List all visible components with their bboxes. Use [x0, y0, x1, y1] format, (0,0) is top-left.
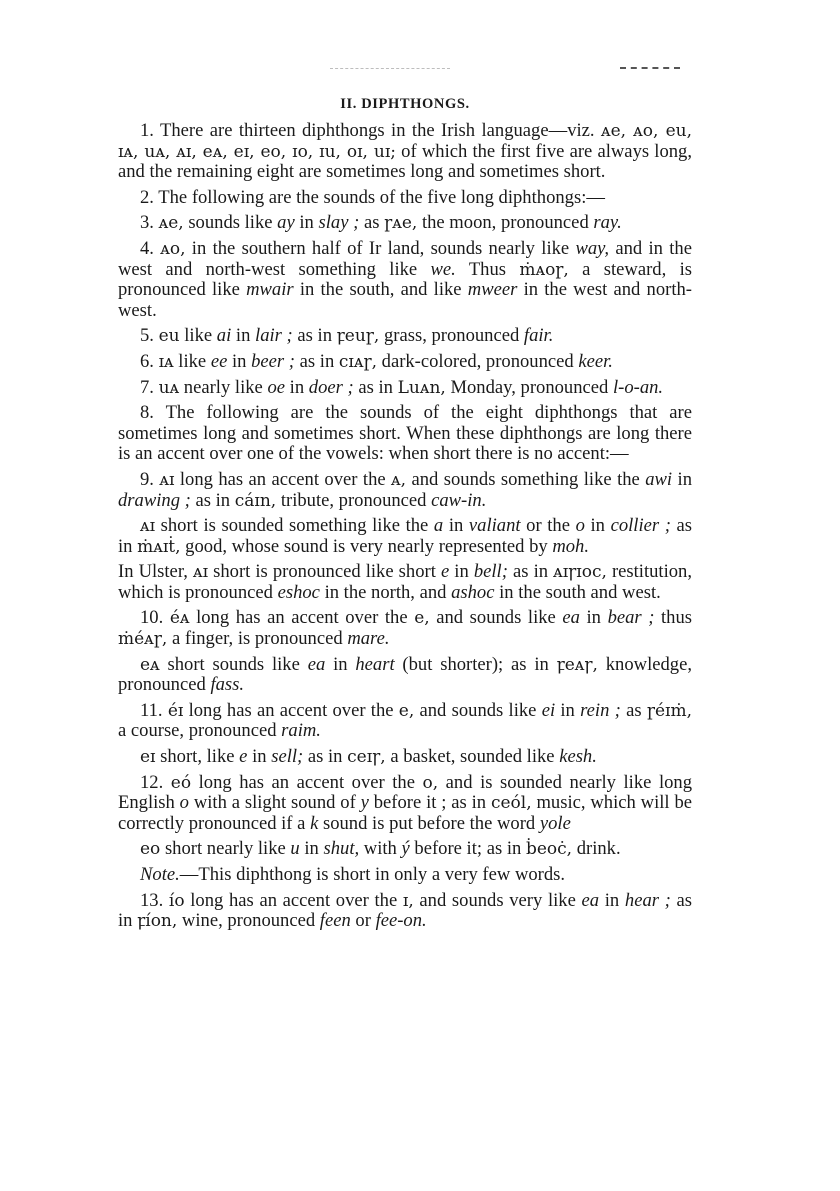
italic-text: ay	[277, 212, 295, 234]
italic-text: way,	[575, 237, 610, 259]
text-segment: short is sounded something like the	[155, 515, 434, 537]
text-segment: in	[231, 325, 256, 347]
text-segment: long has an accent over the	[189, 607, 415, 629]
text-segment: grass, pronounced	[379, 325, 524, 347]
italic-text: yole	[539, 812, 571, 834]
text-segment: Thus	[455, 258, 520, 280]
header-rule-center	[330, 68, 450, 69]
header-rule-right	[620, 67, 680, 69]
italic-text: keer.	[578, 350, 613, 372]
irish-text: ṁᴀoɼ,	[519, 259, 569, 280]
irish-text: ɼéɪṁ,	[646, 700, 692, 721]
text-segment: a basket, sounded like	[385, 746, 560, 768]
text-segment: 11.	[140, 699, 168, 721]
paragraph-4	[118, 239, 692, 321]
text-segment: as in	[118, 889, 693, 932]
text-segment: in the north, and	[319, 581, 452, 603]
text-segment: sound is put before the word	[318, 812, 540, 834]
italic-text: drawing ;	[118, 489, 191, 511]
text-segment: in the southern half of Ir land, sounds nearly like	[185, 237, 576, 259]
irish-text: ᴀ,	[391, 469, 407, 490]
irish-text: eu	[158, 326, 180, 347]
text-segment: 9.	[140, 468, 160, 490]
text-segment: in	[299, 838, 324, 860]
text-segment: 7.	[140, 376, 159, 398]
italic-text: feen	[319, 910, 351, 932]
text-segment: long has an accent over the	[191, 771, 423, 793]
italic-text: beer ;	[251, 350, 295, 372]
italic-text: a	[433, 515, 444, 537]
text-segment: 5.	[140, 325, 159, 347]
irish-text: ꝼeuɼ,	[336, 326, 380, 347]
irish-text: ᴀɪꞅɪoc,	[553, 562, 607, 583]
irish-text: e,	[414, 608, 430, 629]
paragraph-9-short	[118, 516, 692, 557]
paragraph-2: 2. The following are the sounds of the five long diphthongs:—	[140, 186, 605, 208]
irish-text: ceól,	[490, 793, 532, 814]
text-segment: as in	[292, 325, 337, 347]
italic-text: doer ;	[308, 376, 354, 398]
irish-text: ɪᴀ	[158, 351, 174, 372]
text-segment: or	[350, 910, 376, 932]
paragraph-11-short	[118, 747, 692, 768]
paragraph-12	[118, 773, 692, 835]
text-segment: 1. There are thirteen diphthongs in the Irish language—viz.	[140, 120, 595, 141]
text-segment: drink.	[572, 838, 621, 860]
text-segment: —This diphthong is short in only a very few words.	[179, 864, 566, 885]
italic-text: ý	[401, 838, 410, 860]
italic-text: we.	[430, 258, 456, 280]
text-segment: 6.	[140, 350, 159, 372]
italic-text: ai	[216, 325, 232, 347]
text-segment: as	[620, 699, 647, 721]
text-segment: in	[672, 468, 692, 490]
irish-text: ḃeoċ,	[525, 839, 573, 860]
text-segment: a course, pronounced	[118, 720, 282, 742]
text-segment: in	[285, 376, 309, 398]
text-segment: sounds like	[183, 212, 278, 234]
text-segment: 12.	[140, 771, 171, 793]
text-segment: good, whose sound is very nearly represented by	[180, 535, 553, 557]
irish-text: eɪ	[140, 747, 156, 768]
text-segment: like	[179, 325, 217, 347]
irish-text: ío	[168, 890, 185, 911]
italic-text: o	[575, 515, 585, 537]
italic-text: ea	[562, 607, 580, 629]
text-segment: in	[555, 699, 581, 721]
irish-text: ᴀo,	[160, 238, 186, 259]
text-segment: in the south and west.	[494, 581, 661, 603]
italic-text: ashoc	[451, 581, 495, 603]
paragraph-1	[118, 121, 692, 183]
text-segment: a steward, is pronounced like	[118, 258, 692, 301]
irish-text: e,	[398, 700, 415, 721]
text-segment: long has an accent over the	[174, 468, 392, 490]
irish-text: eó	[170, 772, 192, 793]
paragraph-5	[118, 326, 692, 347]
italic-text: raim.	[281, 720, 321, 742]
italic-text: hear ;	[624, 889, 671, 911]
text-segment: in	[325, 653, 356, 675]
irish-text: uᴀ	[158, 377, 180, 398]
paragraph-6	[118, 352, 692, 373]
text-segment: as in	[507, 561, 554, 583]
paragraph-12-short	[118, 839, 692, 860]
text-segment: in	[584, 515, 611, 537]
italic-text: ee	[210, 350, 228, 372]
italic-text: heart	[355, 653, 395, 675]
text-segment: and in the west and north-west something like	[118, 237, 692, 280]
italic-text: kesh.	[559, 746, 597, 768]
text-segment: as in	[353, 376, 398, 398]
text-segment: in	[449, 561, 474, 583]
text-segment: and is sounded nearly like long English	[118, 771, 692, 814]
text-segment: as in	[118, 515, 693, 557]
italic-text: fair.	[523, 325, 554, 347]
text-segment: long has an accent over the	[184, 889, 403, 911]
text-segment: with	[359, 838, 402, 860]
text-segment: of which the first five are always long, and the remaining eight are sometimes long and sometimes short.	[118, 140, 692, 183]
italic-text: l-o-an.	[612, 376, 664, 398]
italic-text: lair ;	[255, 325, 293, 347]
italic-text: o	[179, 792, 189, 814]
italic-text: caw-in.	[431, 489, 487, 511]
text-segment: In Ulster,	[118, 561, 193, 583]
irish-text: éɪ	[167, 700, 184, 721]
irish-text: ꝼeᴀꞅ,	[556, 654, 598, 675]
text-segment: in	[443, 515, 469, 537]
irish-text: ᴀɪ	[140, 516, 156, 537]
page-body	[118, 96, 692, 937]
text-segment: short sounds like	[159, 653, 308, 675]
paragraph-7	[118, 378, 692, 399]
text-segment: long has an accent over the	[183, 699, 399, 721]
irish-text: eᴀ	[140, 654, 160, 675]
text-segment: as in	[190, 489, 235, 511]
italic-text: ei	[541, 699, 556, 721]
italic-text: mweer	[467, 279, 518, 301]
text-segment: 13.	[140, 889, 169, 911]
text-segment: 10.	[140, 607, 170, 629]
paragraph-9-ulster	[118, 562, 692, 603]
paragraph-10	[118, 608, 692, 649]
irish-text: ꝼíon,	[137, 911, 178, 932]
text-segment: wine, pronounced	[177, 910, 320, 932]
italic-text: collier ;	[610, 515, 671, 537]
text-segment: in the west and north-west.	[118, 279, 692, 321]
text-segment: Monday, pronounced	[445, 376, 613, 398]
text-segment: or the	[520, 515, 576, 537]
text-segment: music, which will be correctly pronounced if a	[118, 792, 692, 834]
irish-text: éᴀ	[169, 608, 190, 629]
section-title: II. DIPHTHONGS.	[340, 96, 470, 112]
italic-text: bell;	[473, 561, 508, 583]
irish-text: eo	[140, 839, 161, 860]
irish-text: ceɪꞅ,	[347, 747, 386, 768]
text-segment: in	[599, 889, 625, 911]
irish-text: ɼᴀe,	[384, 213, 418, 234]
text-segment: the moon, pronounced	[417, 212, 594, 234]
text-segment: in	[579, 607, 608, 629]
italic-text: slay ;	[318, 212, 360, 234]
text-segment: restitution, which is pronounced	[118, 561, 693, 603]
text-segment: before it; as in	[409, 838, 526, 860]
italic-text: y	[360, 792, 369, 814]
italic-text: shut,	[323, 838, 360, 860]
paragraph-13	[118, 891, 692, 932]
text-segment: in	[247, 746, 272, 768]
text-segment: dark-colored, pronounced	[377, 350, 579, 372]
text-segment: short is pronounced like short	[208, 561, 441, 583]
italic-text: k	[310, 812, 319, 834]
note	[118, 865, 692, 886]
italic-text: ea	[581, 889, 600, 911]
irish-text: Luᴀn,	[397, 377, 446, 398]
italic-text: mare.	[347, 628, 390, 650]
italic-text: ray.	[593, 212, 622, 234]
text-segment: 3.	[140, 212, 159, 234]
paragraph-8: 8. The following are the sounds of the eight diphthongs that are sometimes long and sometimes short. When these diphthongs are long there is an accent over one of the vowels: when short there is no accent:—	[118, 402, 692, 465]
irish-text: o,	[422, 772, 439, 793]
paragraph-11	[118, 701, 692, 742]
text-segment: 4.	[140, 237, 161, 259]
text-segment: in	[227, 350, 252, 372]
irish-text: ṁéᴀɼ,	[118, 629, 168, 650]
text-segment: with a slight sound of	[188, 792, 361, 814]
text-segment: short nearly like	[160, 838, 291, 860]
paragraph-10-short	[118, 655, 692, 696]
text-segment: and sounds like	[414, 699, 542, 721]
italic-text: awi	[645, 468, 673, 490]
irish-text: cɪᴀɼ,	[338, 351, 377, 372]
italic-text: mwair	[246, 279, 294, 301]
text-segment: in the south, and like	[293, 279, 468, 301]
text-segment: as in	[295, 350, 339, 372]
text-segment: and sounds very like	[413, 889, 582, 911]
italic-text: e	[440, 561, 450, 583]
italic-text: Note.	[140, 864, 180, 885]
irish-text: cáɪn,	[234, 490, 277, 511]
text-segment: and sounds like	[429, 607, 563, 629]
italic-text: fee-on.	[375, 910, 427, 932]
italic-text: bear ;	[607, 607, 655, 629]
text-segment: before it ; as in	[368, 792, 491, 814]
italic-text: u	[290, 838, 300, 860]
italic-text: oe	[267, 376, 286, 398]
italic-text: fass.	[210, 674, 245, 696]
paragraph-3	[118, 213, 692, 234]
text-segment: short, like	[155, 746, 240, 768]
irish-text: ᴀɪ	[193, 562, 209, 583]
text-segment: nearly like	[179, 376, 268, 398]
irish-text: ᴀe,	[158, 213, 184, 234]
text-segment: knowledge, pronounced	[118, 653, 692, 696]
text-segment: thus	[654, 607, 692, 629]
text-segment: as in	[303, 746, 348, 768]
irish-text: ᴀɪ	[159, 469, 175, 490]
text-segment: tribute, pronounced	[276, 489, 432, 511]
irish-text: ɪ,	[402, 890, 414, 911]
text-segment: and sounds something like the	[406, 468, 646, 490]
text-segment: like	[173, 350, 211, 372]
italic-text: e	[239, 746, 248, 768]
italic-text: valiant	[468, 515, 521, 537]
running-header	[0, 58, 840, 78]
text-segment: as	[359, 212, 385, 234]
text-segment: (but shorter); as in	[394, 653, 557, 675]
italic-text: rein ;	[580, 699, 621, 721]
irish-text: ᴀe, ᴀo, eu, ɪᴀ, uᴀ, ᴀɪ, eᴀ, eɪ, eo, ɪo, ɪu, oɪ, uɪ;	[118, 121, 692, 162]
text-segment: in	[294, 212, 319, 234]
italic-text: eshoc	[277, 581, 320, 603]
italic-text: moh.	[552, 535, 589, 557]
irish-text: ṁᴀɪṫ,	[137, 536, 181, 557]
text-segment: a finger, is pronounced	[167, 628, 348, 650]
italic-text: sell;	[271, 746, 304, 768]
paragraph-9	[118, 470, 692, 511]
italic-text: ea	[307, 653, 326, 675]
